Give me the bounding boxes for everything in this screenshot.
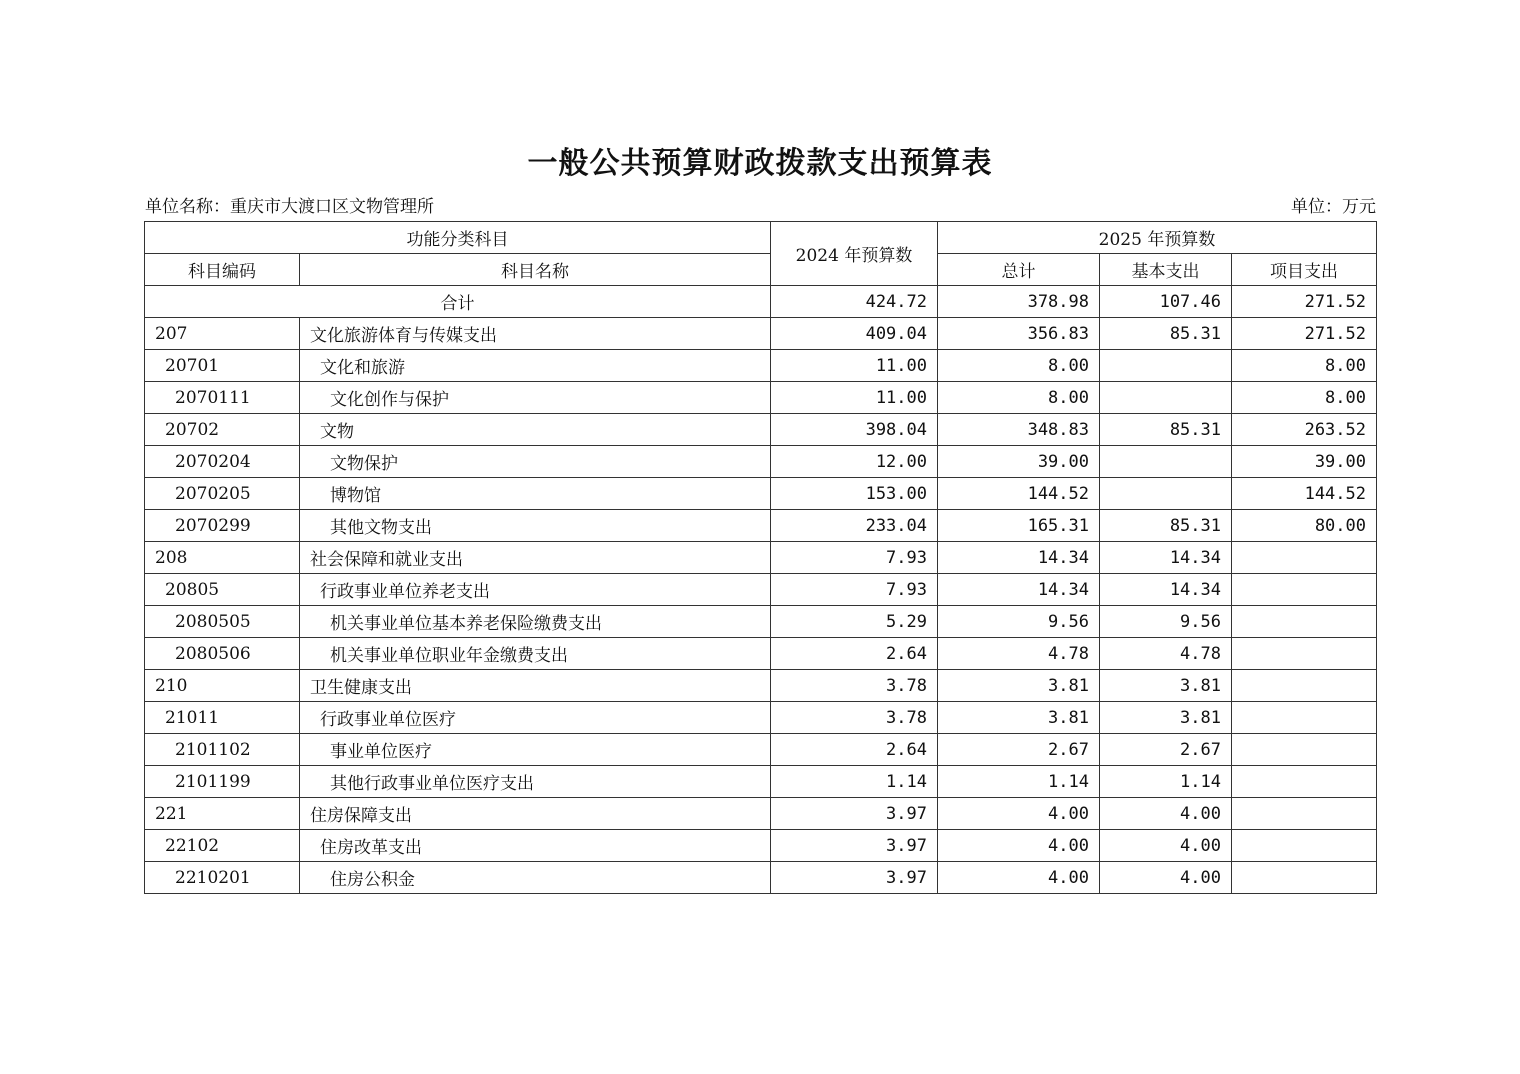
row-total: 8.00 xyxy=(938,350,1100,382)
row-name: 文物保护 xyxy=(300,446,771,478)
row-total: 3.81 xyxy=(938,702,1100,734)
row-basic: 85.31 xyxy=(1100,318,1232,350)
row-name: 其他行政事业单位医疗支出 xyxy=(300,766,771,798)
row-total: 8.00 xyxy=(938,382,1100,414)
table-row xyxy=(145,638,1377,670)
row-name: 住房改革支出 xyxy=(300,830,771,862)
row-name: 其他文物支出 xyxy=(300,510,771,542)
unit-label: 单位：万元 xyxy=(1291,197,1376,217)
row-total: 4.00 xyxy=(938,862,1100,894)
row-name: 博物馆 xyxy=(300,478,771,510)
row-name: 文化旅游体育与传媒支出 xyxy=(300,318,771,350)
row-project: 144.52 xyxy=(1232,478,1377,510)
row-project xyxy=(1232,766,1377,798)
row-basic: 2.67 xyxy=(1100,734,1232,766)
row-basic xyxy=(1100,350,1232,382)
row-basic: 3.81 xyxy=(1100,702,1232,734)
row-basic xyxy=(1100,382,1232,414)
total-label: 合计 xyxy=(145,286,771,318)
row-name: 机关事业单位基本养老保险缴费支出 xyxy=(300,606,771,638)
row-project: 271.52 xyxy=(1232,318,1377,350)
row-project xyxy=(1232,862,1377,894)
table-row xyxy=(145,798,1377,830)
table-row xyxy=(145,446,1377,478)
total-row xyxy=(145,286,1377,318)
table-row xyxy=(145,670,1377,702)
row-code: 221 xyxy=(145,798,300,830)
row-project: 80.00 xyxy=(1232,510,1377,542)
table-row xyxy=(145,702,1377,734)
row-code: 20805 xyxy=(145,574,300,606)
table-row xyxy=(145,414,1377,446)
row-b2024: 3.97 xyxy=(771,862,938,894)
header-total: 总计 xyxy=(938,254,1100,286)
row-b2024: 153.00 xyxy=(771,478,938,510)
row-project xyxy=(1232,734,1377,766)
row-total: 165.31 xyxy=(938,510,1100,542)
table-row xyxy=(145,350,1377,382)
row-project: 263.52 xyxy=(1232,414,1377,446)
total-basic: 107.46 xyxy=(1100,286,1232,318)
row-code: 20702 xyxy=(145,414,300,446)
row-name: 社会保障和就业支出 xyxy=(300,542,771,574)
row-basic: 4.00 xyxy=(1100,830,1232,862)
row-total: 9.56 xyxy=(938,606,1100,638)
row-code: 2070204 xyxy=(145,446,300,478)
header-budget-2025: 2025 年预算数 xyxy=(938,222,1377,254)
table-row xyxy=(145,606,1377,638)
row-basic xyxy=(1100,478,1232,510)
row-name: 文化和旅游 xyxy=(300,350,771,382)
header-row-1 xyxy=(145,222,1377,254)
row-project xyxy=(1232,638,1377,670)
row-code: 208 xyxy=(145,542,300,574)
row-basic xyxy=(1100,446,1232,478)
row-name: 文物 xyxy=(300,414,771,446)
row-basic: 14.34 xyxy=(1100,542,1232,574)
table-row xyxy=(145,734,1377,766)
row-b2024: 398.04 xyxy=(771,414,938,446)
row-total: 39.00 xyxy=(938,446,1100,478)
row-project xyxy=(1232,702,1377,734)
row-b2024: 233.04 xyxy=(771,510,938,542)
row-code: 210 xyxy=(145,670,300,702)
row-basic: 85.31 xyxy=(1100,510,1232,542)
row-basic: 9.56 xyxy=(1100,606,1232,638)
row-b2024: 2.64 xyxy=(771,638,938,670)
total-total: 378.98 xyxy=(938,286,1100,318)
row-project xyxy=(1232,830,1377,862)
header-row-2 xyxy=(145,254,1377,286)
row-b2024: 409.04 xyxy=(771,318,938,350)
budget-table xyxy=(144,221,1377,894)
row-b2024: 2.64 xyxy=(771,734,938,766)
row-code: 2080505 xyxy=(145,606,300,638)
row-project xyxy=(1232,798,1377,830)
row-name: 卫生健康支出 xyxy=(300,670,771,702)
row-b2024: 3.78 xyxy=(771,702,938,734)
row-b2024: 5.29 xyxy=(771,606,938,638)
row-name: 文化创作与保护 xyxy=(300,382,771,414)
row-code: 2070205 xyxy=(145,478,300,510)
row-name: 住房公积金 xyxy=(300,862,771,894)
row-name: 机关事业单位职业年金缴费支出 xyxy=(300,638,771,670)
row-code: 2101199 xyxy=(145,766,300,798)
header-code: 科目编码 xyxy=(145,254,300,286)
row-project: 8.00 xyxy=(1232,382,1377,414)
table-row xyxy=(145,542,1377,574)
header-budget-2024: 2024 年预算数 xyxy=(771,222,938,286)
row-project xyxy=(1232,670,1377,702)
row-total: 14.34 xyxy=(938,542,1100,574)
row-code: 22102 xyxy=(145,830,300,862)
row-total: 348.83 xyxy=(938,414,1100,446)
page-title: 一般公共预算财政拨款支出预算表 xyxy=(527,146,993,181)
header-basic: 基本支出 xyxy=(1100,254,1232,286)
row-basic: 4.00 xyxy=(1100,798,1232,830)
row-total: 1.14 xyxy=(938,766,1100,798)
row-code: 2210201 xyxy=(145,862,300,894)
table-row xyxy=(145,510,1377,542)
table-row xyxy=(145,574,1377,606)
row-code: 2101102 xyxy=(145,734,300,766)
row-basic: 3.81 xyxy=(1100,670,1232,702)
row-project xyxy=(1232,542,1377,574)
row-project: 8.00 xyxy=(1232,350,1377,382)
row-project xyxy=(1232,574,1377,606)
row-b2024: 3.97 xyxy=(771,830,938,862)
row-total: 144.52 xyxy=(938,478,1100,510)
table-row xyxy=(145,318,1377,350)
row-name: 事业单位医疗 xyxy=(300,734,771,766)
row-b2024: 3.78 xyxy=(771,670,938,702)
row-basic: 14.34 xyxy=(1100,574,1232,606)
unit-name-label: 单位名称：重庆市大渡口区文物管理所 xyxy=(145,197,434,217)
total-b2024: 424.72 xyxy=(771,286,938,318)
row-basic: 1.14 xyxy=(1100,766,1232,798)
row-code: 20701 xyxy=(145,350,300,382)
row-b2024: 12.00 xyxy=(771,446,938,478)
row-code: 21011 xyxy=(145,702,300,734)
row-total: 4.00 xyxy=(938,798,1100,830)
row-basic: 4.78 xyxy=(1100,638,1232,670)
header-project: 项目支出 xyxy=(1232,254,1377,286)
row-b2024: 3.97 xyxy=(771,798,938,830)
row-basic: 4.00 xyxy=(1100,862,1232,894)
table-row xyxy=(145,766,1377,798)
budget-table-body xyxy=(145,222,1377,894)
row-code: 2080506 xyxy=(145,638,300,670)
table-row xyxy=(145,382,1377,414)
row-total: 3.81 xyxy=(938,670,1100,702)
row-name: 住房保障支出 xyxy=(300,798,771,830)
header-name: 科目名称 xyxy=(300,254,771,286)
row-name: 行政事业单位医疗 xyxy=(300,702,771,734)
table-row xyxy=(145,830,1377,862)
row-total: 4.78 xyxy=(938,638,1100,670)
row-b2024: 1.14 xyxy=(771,766,938,798)
row-project: 39.00 xyxy=(1232,446,1377,478)
row-total: 14.34 xyxy=(938,574,1100,606)
row-b2024: 11.00 xyxy=(771,382,938,414)
row-total: 2.67 xyxy=(938,734,1100,766)
row-code: 207 xyxy=(145,318,300,350)
header-functional-category: 功能分类科目 xyxy=(145,222,771,254)
row-code: 2070111 xyxy=(145,382,300,414)
row-basic: 85.31 xyxy=(1100,414,1232,446)
table-row xyxy=(145,478,1377,510)
row-total: 356.83 xyxy=(938,318,1100,350)
row-project xyxy=(1232,606,1377,638)
row-b2024: 7.93 xyxy=(771,542,938,574)
row-b2024: 11.00 xyxy=(771,350,938,382)
table-row xyxy=(145,862,1377,894)
row-b2024: 7.93 xyxy=(771,574,938,606)
row-name: 行政事业单位养老支出 xyxy=(300,574,771,606)
row-code: 2070299 xyxy=(145,510,300,542)
row-total: 4.00 xyxy=(938,830,1100,862)
total-project: 271.52 xyxy=(1232,286,1377,318)
